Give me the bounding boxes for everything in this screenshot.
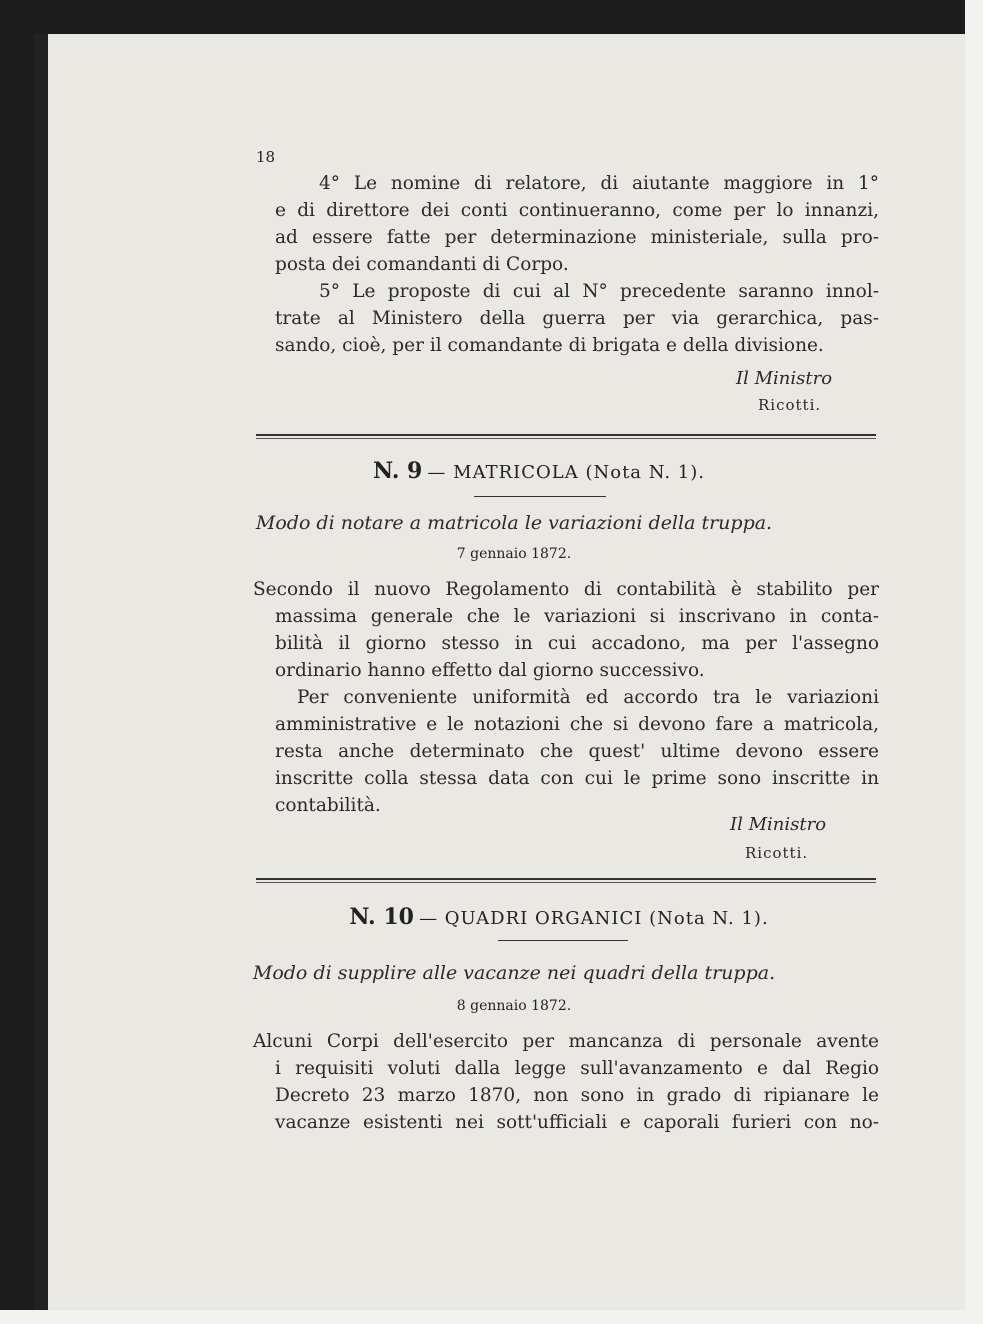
- section2-subtitle: Modo di notare a matricola le variazioni della truppa.: [255, 512, 773, 534]
- section2-title: — MATRICOLA (Nota N. 1).: [427, 462, 705, 483]
- section-divider: [256, 878, 876, 883]
- section3-number: N. 10: [349, 904, 414, 930]
- text-line: resta anche determinato che quest' ultime devono essere: [275, 741, 879, 762]
- signature-name: Ricotti.: [758, 396, 822, 414]
- text-line: sando, cioè, per il comandante di brigata e della divisione.: [275, 335, 824, 356]
- text-line: Per conveniente uniformità ed accordo tra le variazioni: [297, 687, 879, 708]
- section3-date: 8 gennaio 1872.: [456, 998, 572, 1014]
- text-line: e di direttore dei conti continueranno, come per lo innanzi,: [275, 200, 879, 221]
- section3-body: [253, 1028, 879, 1136]
- signature-name: Ricotti.: [745, 844, 809, 862]
- text-line: contabilità.: [275, 795, 381, 816]
- section3-title: — QUADRI ORGANICI (Nota N. 1).: [419, 908, 769, 929]
- text-line: Decreto 23 marzo 1870, non sono in grado di ripianare le: [275, 1085, 879, 1106]
- section2-body: [253, 576, 879, 819]
- section2-date: 7 gennaio 1872.: [456, 546, 572, 562]
- text-line: ordinario hanno effetto dal giorno successivo.: [275, 660, 705, 681]
- text-line: massima generale che le variazioni si inscrivano in conta-: [275, 606, 879, 627]
- section3-subtitle: Modo di supplire alle vacanze nei quadri della truppa.: [252, 962, 776, 984]
- text-line: amministrative e le notazioni che si devono fare a matricola,: [275, 714, 879, 735]
- section2-heading: [0, 458, 983, 484]
- text-line: 5° Le proposte di cui al N° precedente saranno innol-: [319, 281, 879, 302]
- section-divider: [256, 434, 876, 439]
- section1-body: [275, 170, 879, 359]
- section3-heading: [0, 904, 983, 930]
- signature-role: Il Ministro: [730, 814, 827, 835]
- text-line: inscritte colla stessa data con cui le prime sono inscritte in: [275, 768, 879, 789]
- text-line: vacanze esistenti nei sott'ufficiali e caporali furieri con no-: [275, 1112, 879, 1133]
- scan-margin-bottom: [0, 1310, 983, 1324]
- text-line: ad essere fatte per determinazione ministeriale, sulla pro-: [275, 227, 879, 248]
- section2-number: N. 9: [373, 458, 423, 484]
- page-number: 18: [256, 148, 276, 166]
- signature-role: Il Ministro: [736, 368, 833, 389]
- scan-margin-right: [965, 0, 983, 1324]
- text-line: trate al Ministero della guerra per via gerarchica, pas-: [275, 308, 879, 329]
- heading-underline: [498, 940, 628, 941]
- text-line: bilità il giorno stesso in cui accadono, ma per l'assegno: [275, 633, 879, 654]
- text-line: posta dei comandanti di Corpo.: [275, 254, 569, 275]
- text-line: i requisiti voluti dalla legge sull'avanzamento e dal Regio: [275, 1058, 879, 1079]
- text-line: Alcuni Corpi dell'esercito per mancanza di personale avente: [253, 1031, 879, 1052]
- heading-underline: [474, 496, 606, 497]
- text-line: 4° Le nomine di relatore, di aiutante maggiore in 1°: [319, 173, 879, 194]
- text-line: Secondo il nuovo Regolamento di contabilità è stabilito per: [253, 579, 879, 600]
